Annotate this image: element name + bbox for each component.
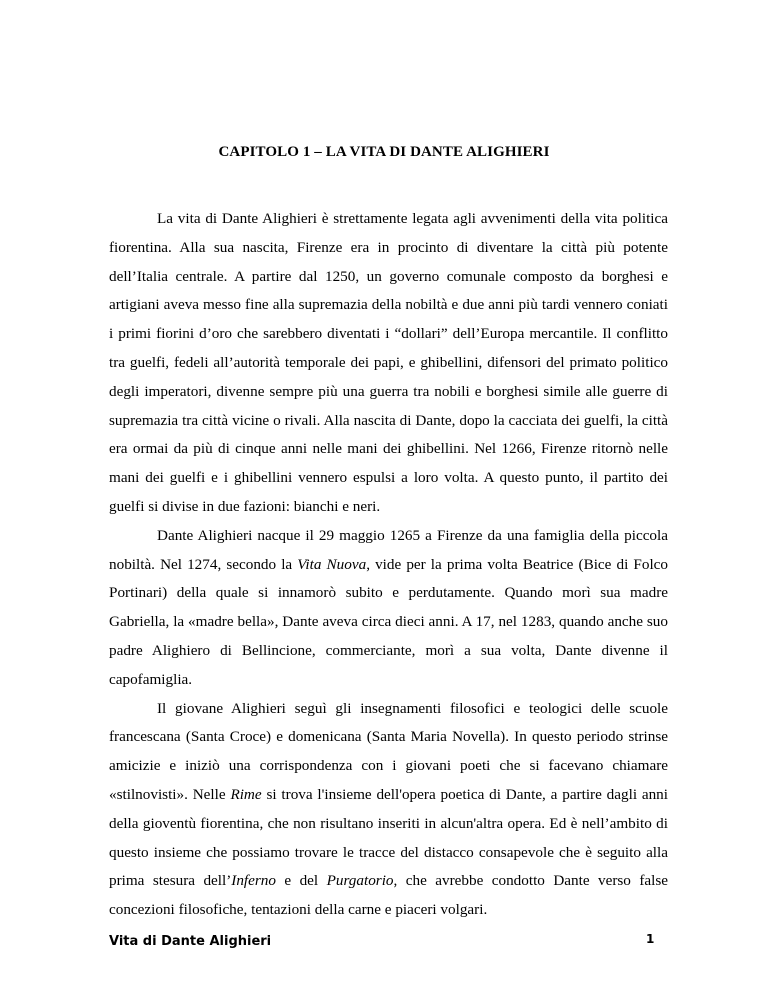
italic-title: Vita Nuova [297,555,367,573]
body-text [109,205,668,925]
paragraph [109,522,668,695]
paragraph-text: Il giovane Alighieri seguì gli insegnamenti filosofici e teologici delle scuole francescana (Santa Croce) e domenicana (Santa Maria Novella). In questo periodo strinse amicizie e iniziò una corrispondenza con i giovani poeti che si facevano chiamare «stilnovisti». Nelle [109,699,668,803]
paragraph-text: e del [276,872,327,890]
paragraph [109,695,668,925]
italic-title: Rime [230,785,262,803]
paragraph-text: , che avrebbe condotto Dante verso false concezioni filosofiche, tentazioni della carne e piaceri volgari. [109,872,668,919]
paragraph-text: La vita di Dante Alighieri è strettamente legata agli avvenimenti della vita politica fiorentina. Alla sua nascita, Firenze era in procinto di diventare la città più potente dell’Italia centrale. A partire dal 1250, un governo comunale composto da borghesi e artigiani aveva messo fine alla supremazia della nobiltà e due anni più tardi vennero coniati i primi fiorini d’oro che sarebbero diventati i “dollari” dell’Europa mercantile. Il conflitto tra guelfi, fedeli all’autorità temporale dei papi, e ghibellini, difensori del primato politico degli imperatori, divenne sempre più una guerra tra nobili e borghesi simile alle guerre di supremazia tra città vicine o rivali. Alla nascita di Dante, dopo la cacciata dei guelfi, la città era ormai da più di cinque anni nelle mani dei ghibellini. Nel 1266, Firenze ritornò nelle mani dei guelfi e i ghibellini vennero espulsi a loro volta. A questo punto, il partito dei guelfi si divise in due fazioni: bianchi e neri. [109,210,668,515]
paragraph [109,205,668,522]
paragraph-text: si trova l'insieme dell'opera poetica di Dante, a partire dagli anni della gioventù fiorentina, che non risultano inseriti in alcun'altra opera. Ed è nell’ambito di questo insieme che possiamo trovare le tracce del distacco consapevole che è seguito alla prima stesura dell’ [109,785,668,890]
page-number: 1 [646,932,655,946]
chapter-title: CAPITOLO 1 – LA VITA DI DANTE ALIGHIERI [218,144,550,160]
paragraph-text: , vide per la prima volta Beatrice (Bice di Folco Portinari) della quale si innamorò subito e perdutamente. Quando morì sua madre Gabriella, la «madre bella», Dante aveva circa dieci anni. A 17, nel 1283, quando anche suo padre Alighiero di Bellincione, commerciante, morì a sua volta, Dante divenne il capofamiglia. [109,555,668,688]
paragraph-text: Dante Alighieri nacque il 29 maggio 1265 a Firenze da una famiglia della piccola nobiltà. Nel 1274, secondo la [109,526,668,573]
italic-title: Inferno [231,872,276,890]
footer-title: Vita di Dante Alighieri [109,934,272,949]
italic-title: Purgatorio [326,872,394,890]
